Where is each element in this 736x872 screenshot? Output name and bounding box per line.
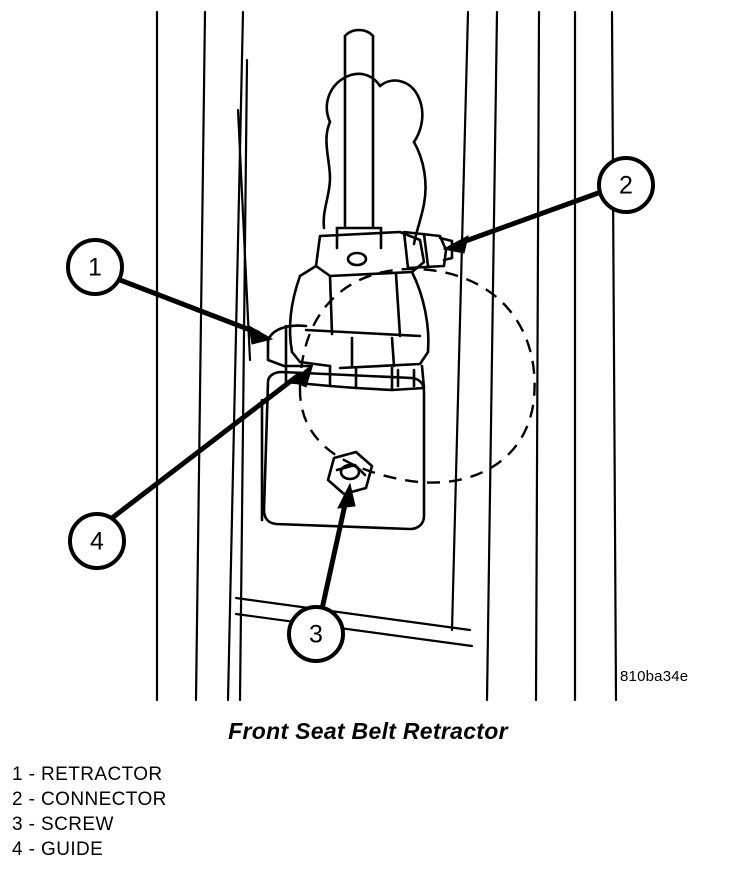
figure-caption: Front Seat Belt Retractor — [228, 718, 508, 744]
figure-id-code: 810ba34e — [620, 668, 689, 685]
legend-item: 2 - CONNECTOR — [12, 789, 167, 810]
callout-1 — [68, 240, 122, 294]
legend-item: 1 - RETRACTOR — [12, 764, 163, 785]
callout-label-1: 1 — [88, 253, 102, 282]
callout-label-3: 3 — [309, 620, 323, 649]
callout-2 — [599, 158, 653, 212]
callout-4 — [70, 514, 124, 568]
legend-item: 3 - SCREW — [12, 814, 114, 835]
retractor-assembly — [262, 30, 452, 529]
legend-list — [12, 762, 412, 862]
callout-3 — [289, 607, 343, 661]
leader-lines — [112, 192, 601, 609]
body-pillar-lines — [157, 12, 616, 700]
retractor-spool-hidden-outline — [300, 269, 535, 483]
legend-item: 4 - GUIDE — [12, 839, 104, 860]
callout-label-2: 2 — [619, 171, 633, 200]
callout-label-4: 4 — [90, 527, 104, 556]
